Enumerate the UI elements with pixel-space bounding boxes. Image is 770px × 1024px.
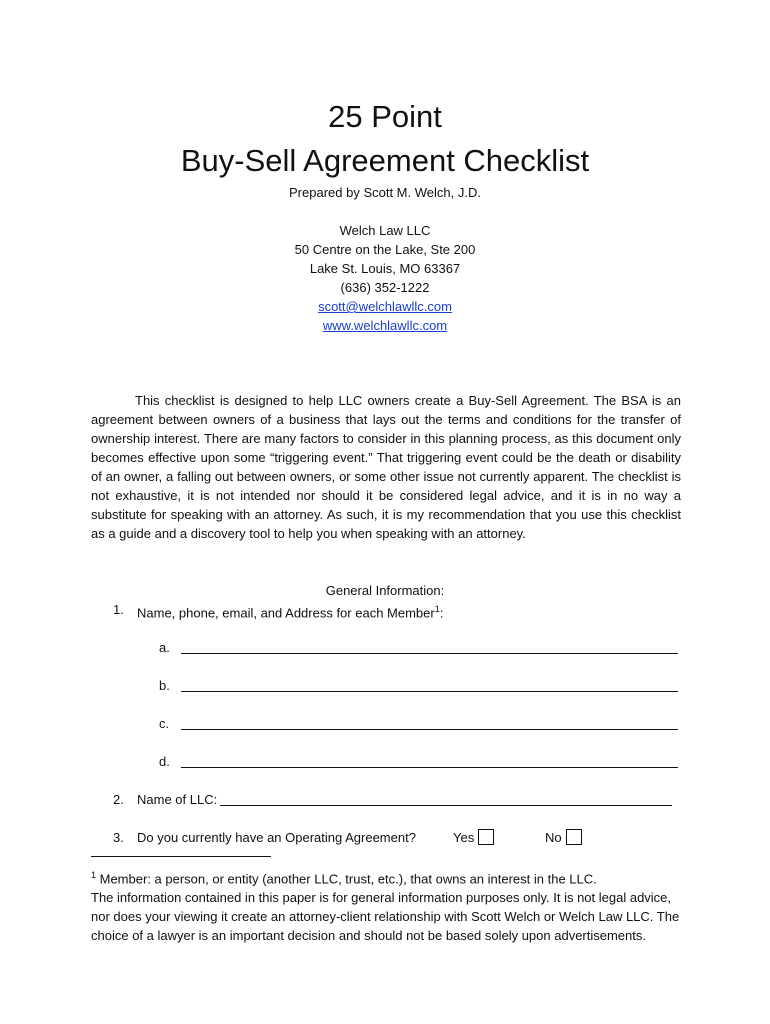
footnote-divider [91,856,271,857]
yes-checkbox[interactable] [478,829,494,845]
member-d-line[interactable] [181,767,678,768]
intro-text: This checklist is designed to help LLC owners create a Buy-Sell Agreement. The BSA is an agreement between owners of a business that lays out the terms and conditions for the transfer of ownership interest. There are many factors to consider in this planning process, as this document only becomes effective upon some “triggering event.” That triggering event could be the death or disability of an owner, a falling out between owners, or some other issue not currently apparent. The checklist is not exhaustive, it is not intended nor should it be considered legal advice, and it is in no way a substitute for speaking with an attorney. As such, it is my recommendation that you use this checklist as a guide and a discovery tool to help you when speaking with an attorney. [91,393,681,541]
member-b-line[interactable] [181,691,678,692]
prepared-by: Prepared by Scott M. Welch, J.D. [289,185,481,200]
member-b-label: b. [159,678,170,693]
member-d-label: d. [159,754,170,769]
member-c-line[interactable] [181,729,678,730]
question-1-suffix: : [439,605,444,621]
member-a-line[interactable] [181,653,678,654]
intro-paragraph [91,391,681,543]
llc-name-line[interactable] [220,805,672,806]
footnote [91,866,691,945]
phone-number: (636) 352-1222 [340,280,430,295]
question-3-text: Do you currently have an Operating Agreement? [137,830,416,845]
no-checkbox[interactable] [566,829,582,845]
footnote-ref: 1 [434,604,440,614]
member-c-label: c. [159,716,170,731]
address-line-1: 50 Centre on the Lake, Ste 200 [294,242,476,257]
address-line-2: Lake St. Louis, MO 63367 [309,261,461,276]
no-label: No [545,830,562,845]
question-3-number: 3. [113,830,124,845]
email-link[interactable]: scott@welchlawllc.com [318,299,452,314]
yes-label: Yes [453,830,475,845]
footnote-mark: 1 [91,870,97,880]
question-2-text: Name of LLC: [137,792,218,807]
question-1-text: Name, phone, email, and Address for each Member [137,605,435,621]
disclaimer-text: The information contained in this paper is for general information purposes only. It is not legal advice, nor does your viewing it create an attorney-client relationship with Scott Welch or Welch Law LLC. The choice of a lawyer is an important decision and should not be based solely upon advertisements. [91,890,680,944]
question-1-number: 1. [113,602,124,617]
footnote-text: Member: a person, or entity (another LLC, trust, etc.), that owns an interest in the LLC. [96,871,597,887]
title-line-2: Buy-Sell Agreement Checklist [180,143,590,178]
member-a-label: a. [159,640,170,655]
section-heading: General Information: [325,583,445,598]
question-2-number: 2. [113,792,124,807]
title-line-1: 25 Point [328,99,442,134]
website-link[interactable]: www.welchlawllc.com [322,318,448,333]
firm-name: Welch Law LLC [339,223,431,238]
